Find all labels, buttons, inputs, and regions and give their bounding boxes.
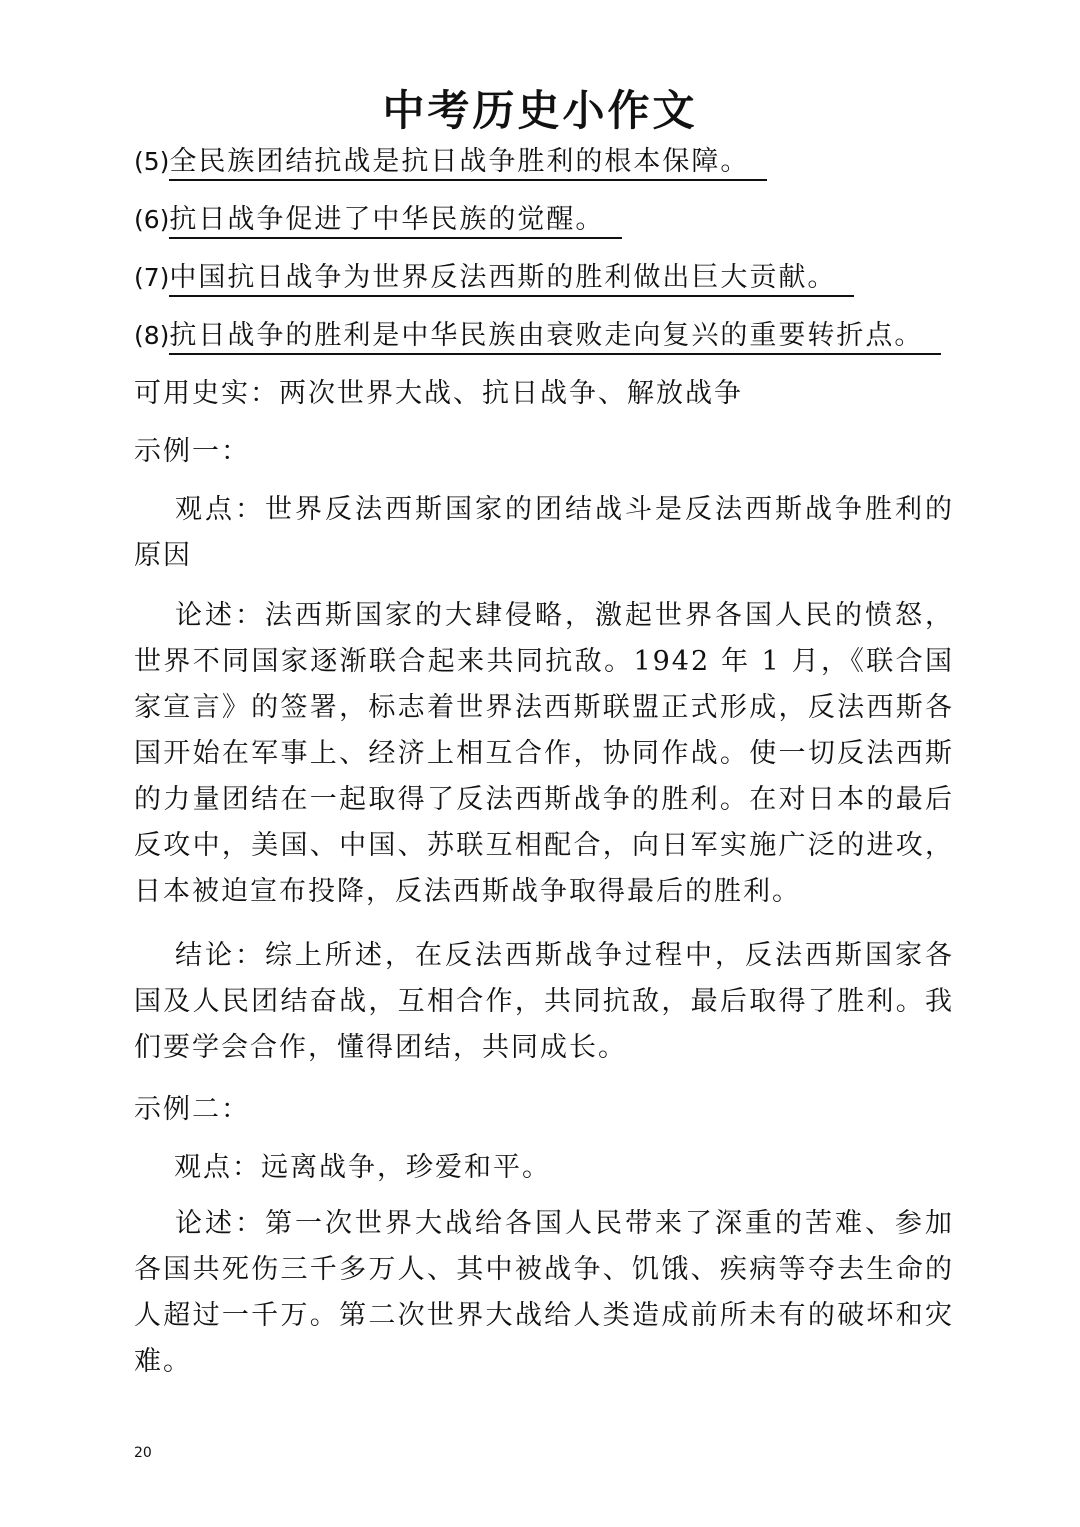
point-text: 全民族团结抗战是抗日战争胜利的根本保障。 bbox=[169, 146, 767, 181]
example-2-viewpoint bbox=[134, 1145, 954, 1191]
point-number: (7) bbox=[134, 263, 170, 292]
available-facts: 可用史实：两次世界大战、抗日战争、解放战争 bbox=[134, 378, 743, 409]
example-1-heading: 示例一： bbox=[134, 436, 250, 467]
example-2-argument bbox=[134, 1201, 954, 1385]
point-number: (6) bbox=[134, 205, 170, 234]
point-text: 中国抗日战争为世界反法西斯的胜利做出巨大贡献。 bbox=[169, 262, 854, 297]
point-8 bbox=[134, 316, 941, 356]
page-title: 中考历史小作文 bbox=[382, 86, 698, 135]
argument-text: 论述：第一次世界大战给各国人民带来了深重的苦难、参加各国共死伤三千多万人、其中被战争、饥饿、疾病等夺去生命的人超过一千万。第二次世界大战给人类造成前所未有的破坏和灾难。 bbox=[134, 1208, 954, 1377]
point-text: 抗日战争的胜利是中华民族由衰败走向复兴的重要转折点。 bbox=[169, 320, 941, 355]
point-6 bbox=[134, 200, 622, 240]
example-2-heading: 示例二： bbox=[134, 1094, 250, 1125]
viewpoint-text: 观点：世界反法西斯国家的团结战斗是反法西斯战争胜利的原因 bbox=[134, 494, 954, 571]
example-1-viewpoint bbox=[134, 487, 954, 579]
point-5 bbox=[134, 142, 767, 182]
conclusion-text: 结论：综上所述，在反法西斯战争过程中，反法西斯国家各国及人民团结奋战，互相合作，共同抗敌，最后取得了胜利。我们要学会合作，懂得团结，共同成长。 bbox=[134, 940, 954, 1063]
point-number: (5) bbox=[134, 147, 170, 176]
example-1-argument bbox=[134, 593, 954, 915]
example-1-conclusion bbox=[134, 933, 954, 1071]
point-text: 抗日战争促进了中华民族的觉醒。 bbox=[169, 204, 622, 239]
page-number: 20 bbox=[134, 1445, 152, 1461]
point-number: (8) bbox=[134, 321, 170, 350]
viewpoint-text: 观点：远离战争，珍爱和平。 bbox=[174, 1152, 551, 1183]
argument-text: 论述：法西斯国家的大肆侵略，激起世界各国人民的愤怒，世界不同国家逐渐联合起来共同抗敌。1942 年 1 月，《联合国家宣言》的签署，标志着世界法西斯联盟正式形成，反法西斯各国开始在军事上、经济上相互合作，协同作战。使一切反法西斯的力量团结在一起取得了反法西斯战争的胜利。在对日本的最后反攻中，美国、中国、苏联互相配合，向日军实施广泛的进攻，日本被迫宣布投降，反法西斯战争取得最后的胜利。 bbox=[134, 600, 954, 907]
point-7 bbox=[134, 258, 854, 298]
